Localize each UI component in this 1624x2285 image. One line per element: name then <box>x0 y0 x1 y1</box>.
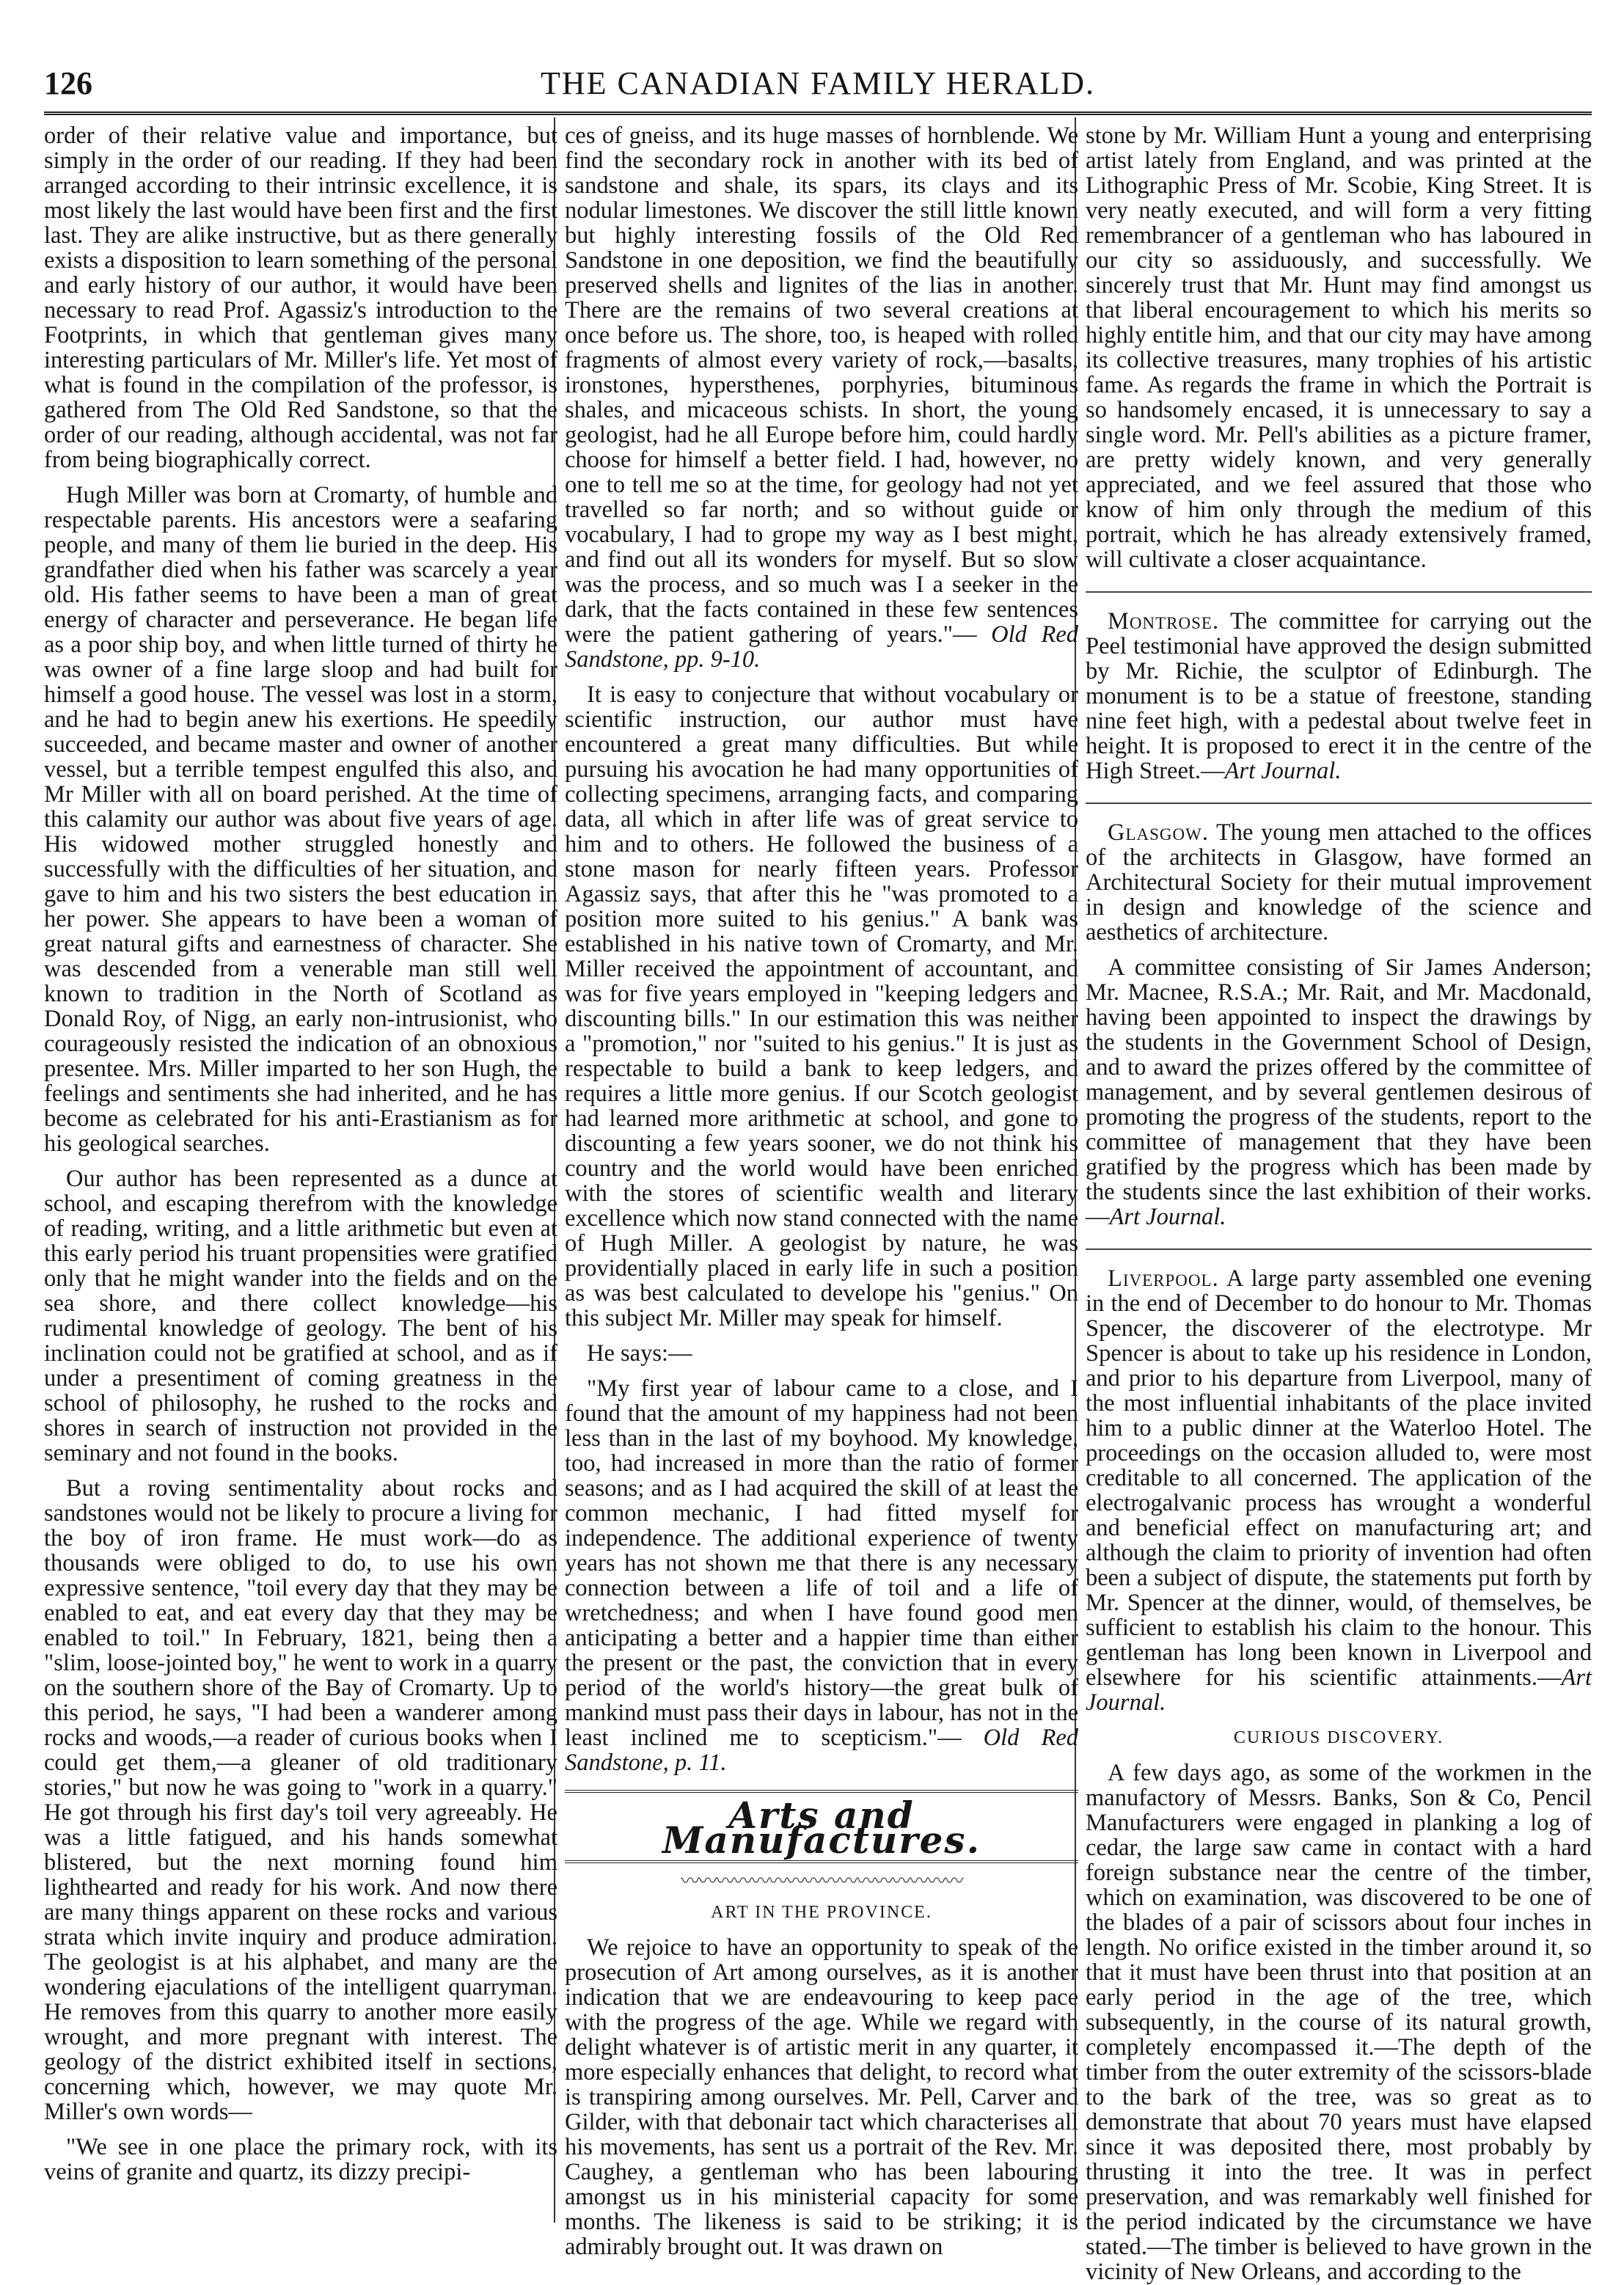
paragraph: We rejoice to have an opportunity to speak of the prosecution of Art among ourselves, as it is another indication that we are endeavouring to keep pace with the progress of the age. While we regard with delight whatever is of artistic merit in any quarter, it more especially enhances that delight, to record what is transpiring among ourselves. Mr. Pell, Carver and Gilder, with that debonair tact which characterises all his movements, has sent us a portrait of the Rev. Mr. Caughey, a gentleman who has been labouring amongst us in his ministerial capacity for some months. The likeness is said to be striking; it is admirably brought out. It was drawn on <box>565 1934 1078 2260</box>
paragraph: Our author has been represented as a dunce at school, and escaping therefrom with the knowledge of reading, writing, and a little arithmetic but even at this early period his truant propensities were gratified only that he might wander into the fields and on the sea shore, and there collect knowledge—his rudimental knowledge of geology. The bent of his inclination could not be gratified at school, and as if under a presentiment of coming greatness in the school of philosophy, he rushed to the rocks and shores in search of instruction not provided in the seminary and not found in the books. <box>44 1166 557 1466</box>
place-name: Glasgow. <box>1108 819 1209 846</box>
page-number: 126 <box>44 65 92 101</box>
paragraph <box>565 1376 1078 1775</box>
paragraph <box>1086 609 1592 783</box>
paragraph: Hugh Miller was born at Cromarty, of humble and respectable parents. His ancestors were a seafaring people, and many of them lie buried in the deep. His grandfather died when his father was scarcely a year old. His father seems to have been a man of great energy of character and perseverance. He began life as a poor ship boy, and when little turned of thirty he was owner of a fine large sloop and had built for himself a good house. The vessel was lost in a storm, and he had to begin anew his exertions. He speedily succeeded, and became master and owner of another vessel, but a terrible tempest engulfed this also, and Mr Miller with all on board perished. At the time of this calamity our author was about five years of age. His widowed mother struggled honestly and successfully with the difficulties of her situation, and gave to him and his two sisters the best education in her power. She appears to have been a woman of great natural gifts and earnestness of character. She was descended from a venerable man still well known to tradition in the North of Scotland as Donald Roy, of Nigg, an early non-intrusionist, who courageously resisted the indication of an obnoxious presentee. Mrs. Miller imparted to her son Hugh, the feelings and sentiments she had inherited, and he has become as celebrated for his anti-Erastianism as for his geological searches. <box>44 482 557 1157</box>
place-name: Liverpool. <box>1108 1265 1219 1292</box>
divider <box>1086 1248 1592 1250</box>
paragraph-text: "My first year of labour came to a close, and I found that the amount of my happiness had not been less than in the last of my boyhood. My knowledge, too, had increased in more than the ratio of former seasons; and as I had acquired the skill of at least the common mechanic, I had fitted myself for independence. The additional experience of twenty years has not shown me that there is any necessary connection between a life of toil and a life of wretchedness; and when I have found good men anticipating a better and a happier time than either the present or the past, the conviction that in every period of the world's history—the great bulk of mankind must pass their days in labour, has not in the least inclined me to scepticism."— <box>565 1375 1078 1751</box>
paragraph: "We see in one place the primary rock, with its veins of granite and quartz, its dizzy precipi- <box>44 2134 557 2185</box>
citation: Art Journal. <box>1086 1664 1592 1716</box>
article-subhead: CURIOUS DISCOVERY. <box>1233 1728 1444 1747</box>
masthead: THE CANADIAN FAMILY HERALD. <box>541 65 1095 101</box>
paragraph-text: The committee for carrying out the Peel testimonial have approved the design submitted by Mr. Richie, the sculptor of Edinburgh. The monument is to be a statue of freestone, standing nine feet high, with a pedestal about twelve feet in height. It is proposed to erect it in the centre of the High Street.— <box>1086 608 1592 784</box>
paragraph-text: A large party assembled one evening in the end of December to do honour to Mr. Thomas Spencer, the discoverer of the electrotype. Mr Spencer is about to take up his residence in London, and prior to his departure from Liverpool, many of the most influential inhabitants of the place invited him to a public dinner at the Waterloo Hotel. The proceedings on the occasion alluded to, were most creditable to all concerned. The application of the electrogalvanic process has wrought a wonderful and beneficial effect on manufacturing art; and although the claim to priority of invention had often been a subject of dispute, the statements put forth by Mr. Spencer at the dinner, would, of themselves, be sufficient to establish his claim to the honour. This gentleman has long been known in Liverpool and elsewhere for his scientific attainments.— <box>1086 1265 1592 1691</box>
citation: Old Red Sandstone, p. 11. <box>565 1725 1079 1776</box>
citation: Art Journal. <box>1109 1204 1226 1230</box>
section-title: Arts and Manufactures. <box>662 1794 981 1862</box>
paragraph: It is easy to conjecture that without vocabulary or scientific instruction, our author must have encountered a great many difficulties. But while pursuing his avocation he had many opportunities of collecting specimens, arranging facts, and comparing data, all which in after life was of great service to him and to others. He followed the business of a stone mason for nearly fifteen years. Professor Agassiz says, that after this he "was promoted to a position more suited to his genius." A bank was established in his native town of Cromarty, and Mr. Miller received the appointment of accountant, and was for five years employed in "keeping ledgers and discounting bills." In our estimation this was neither a "promotion," nor "suited to his genius." It is just as respectable to build a bank to keep ledgers, and requires a little more genius. If our Scotch geologist had learned more arithmetic at school, and gone to discounting a few years sooner, we do not think his country and the world would have been enriched with the stores of scientific wealth and literary excellence which now stand connected with the name of Hugh Miller. A geologist by nature, he was providentially placed in early life in such a position as was best calculated to develope his "genius." On this subject Mr. Miller may speak for himself. <box>565 681 1078 1331</box>
paragraph: order of their relative value and importance, but simply in the order of our reading. If they had been arranged according to their intrinsic excellence, it is most likely the last would have been first and the first last. They are alike instructive, but as there generally exists a disposition to learn something of the personal and early history of our author, it would have been necessary to read Prof. Agassiz's introduction to the Footprints, in which that gentleman gives many interesting particulars of Mr. Miller's life. Yet most of what is found in the compilation of the professor, is gathered from The Old Red Sandstone, so that the order of our reading, although accidental, was not far from being biographically correct. <box>44 123 557 473</box>
paragraph: But a roving sentimentality about rocks and sandstones would not be likely to procure a living for the boy of iron frame. He must work—do as thousands were obliged to do, to use his own expressive sentence, "toil every day that they may be enabled to eat, and eat every day that they may be enabled to toil." In February, 1821, being then a "slim, loose-jointed boy," he went to work in a quarry on the southern shore of the Bay of Cromarty. Up to this period, he says, "I had been a wanderer among rocks and woods,—a reader of curious books when I could get them,—a gleaner of old traditionary stories," but now he was going to "work in a quarry." He got through his first day's toil very agreeably. He was a little fatigued, and his hands somewhat blistered, but the next morning found him lighthearted and ready for his work. And now there are many things apparent on these rocks and various strata which invite inquiry and produce admiration. The geologist is at his alphabet, and many are the wondering ejaculations of the intelligent quarryman. He removes from this quarry to another more easily wrought, and more pregnant with interest. The geology of the district exhibited itself in sections, concerning which, however, we may quote Mr. Miller's own words— <box>44 1475 557 2125</box>
paragraph: stone by Mr. William Hunt a young and enterprising artist lately from England, and was printed at the Lithographic Press of Mr. Scobie, King Street. It is very neatly executed, and will form a very fitting remembrancer of a gentleman who has laboured in our city so assiduously, and successfully. We sincerely trust that Mr. Hunt may find amongst us that liberal encouragement to which his merits so highly entitle him, and that our city may have among its collective treasures, many trophies of his artistic fame. As regards the frame in which the Portrait is so handsomely encased, it is unnecessary to say a single word. Mr. Pell's abilities as a picture framer, are pretty widely known, and very generally appreciated, and we feel assured that those who know of him only through the medium of this portrait, which he has already extensively framed, will cultivate a closer acquaintance. <box>1086 123 1592 573</box>
divider <box>1086 591 1592 593</box>
page-header <box>44 65 1592 109</box>
citation: Old Red Sandstone, pp. 9-10. <box>565 621 1078 673</box>
ornamental-rule: 〰〰〰〰〰〰〰〰〰〰〰〰〰〰〰〰 <box>680 1871 962 1892</box>
paragraph: A few days ago, as some of the workmen in the manufactory of Messrs. Banks, Son & Co, Pencil Manufacturers were engaged in planking a log of cedar, the large saw came in contact with a hard foreign substance near the centre of the timber, which on examination, was discovered to be one of the blades of a pair of scissors about four inches in length. No orifice existed in the timber around it, so that it must have been thrust into that position at an early period in the age of the tree, which subsequently, in the course of its natural growth, completely encompassed it.—The depth of the timber from the outer extremity of the scissors-blade to the bark of the tree, was so great as to demonstrate that about 70 years must have elapsed since it was deposited there, most probably by thrusting it into the tree. It was in perfect preservation, and was remarkably well finished for the period indicated by the circumstance we have stated.—The timber is believed to have grown in the vicinity of New Orleans, and according to the <box>1086 1760 1592 2285</box>
paragraph <box>1086 820 1592 945</box>
paragraph-text: ces of gneiss, and its huge masses of hornblende. We find the secondary rock in another with its bed of sandstone and shale, its spars, its clays and its nodular limestones. We discover the still little known but highly interesting fossils of the Old Red Sandstone in one deposition, we find the beautifully preserved shells and lignites of the lias in another. There are the remains of two several creations at once before us. The shore, too, is heaped with rolled fragments of almost every variety of rock,—basalts, ironstones, hypersthenes, porphyries, bituminous shales, and micaceous schists. In short, the young geologist, had he all Europe before him, could hardly choose for himself a better field. I had, however, no one to tell me so at the time, for geology had not yet travelled so far north; and so without guide or vocabulary, I had to grope my way as I best might, and find out all its wonders for myself. But so slow was the process, and so much was I a seeker in the dark, that the facts contained in these few sentences were the patient gathering of years."— <box>565 123 1078 648</box>
paragraph-text: The young men attached to the offices of the architects in Glasgow, have formed an Architectural Society for their mutual improvement in design and knowledge of the science and aesthetics of architecture. <box>1086 819 1592 946</box>
paragraph: He says:— <box>587 1340 692 1367</box>
paragraph <box>1086 955 1592 1229</box>
section-heading-box <box>565 1790 1078 1863</box>
column-1 <box>44 123 557 2221</box>
header-rule <box>44 111 1592 115</box>
divider <box>1086 803 1592 804</box>
paragraph <box>1086 1266 1592 1715</box>
column-3 <box>1086 123 1592 2285</box>
column-2 <box>565 123 1079 2260</box>
place-name: Montrose. <box>1108 608 1220 635</box>
citation: Art Journal. <box>1224 758 1342 784</box>
article-subhead: ART IN THE PROVINCE. <box>711 1903 932 1922</box>
paragraph <box>565 123 1078 672</box>
paragraph-text: A committee consisting of Sir James Anderson; Mr. Macnee, R.S.A.; Mr. Rait, and Mr. Macdonald, having been appointed to inspect the drawings by the students in the Government School of Design, and to award the prizes offered by the committee of management, and by several gentlemen desirous of promoting the progress of the students, report to the committee of management that they have been gratified by the progress which has been made by the students since the last exhibition of their works.— <box>1086 954 1592 1230</box>
